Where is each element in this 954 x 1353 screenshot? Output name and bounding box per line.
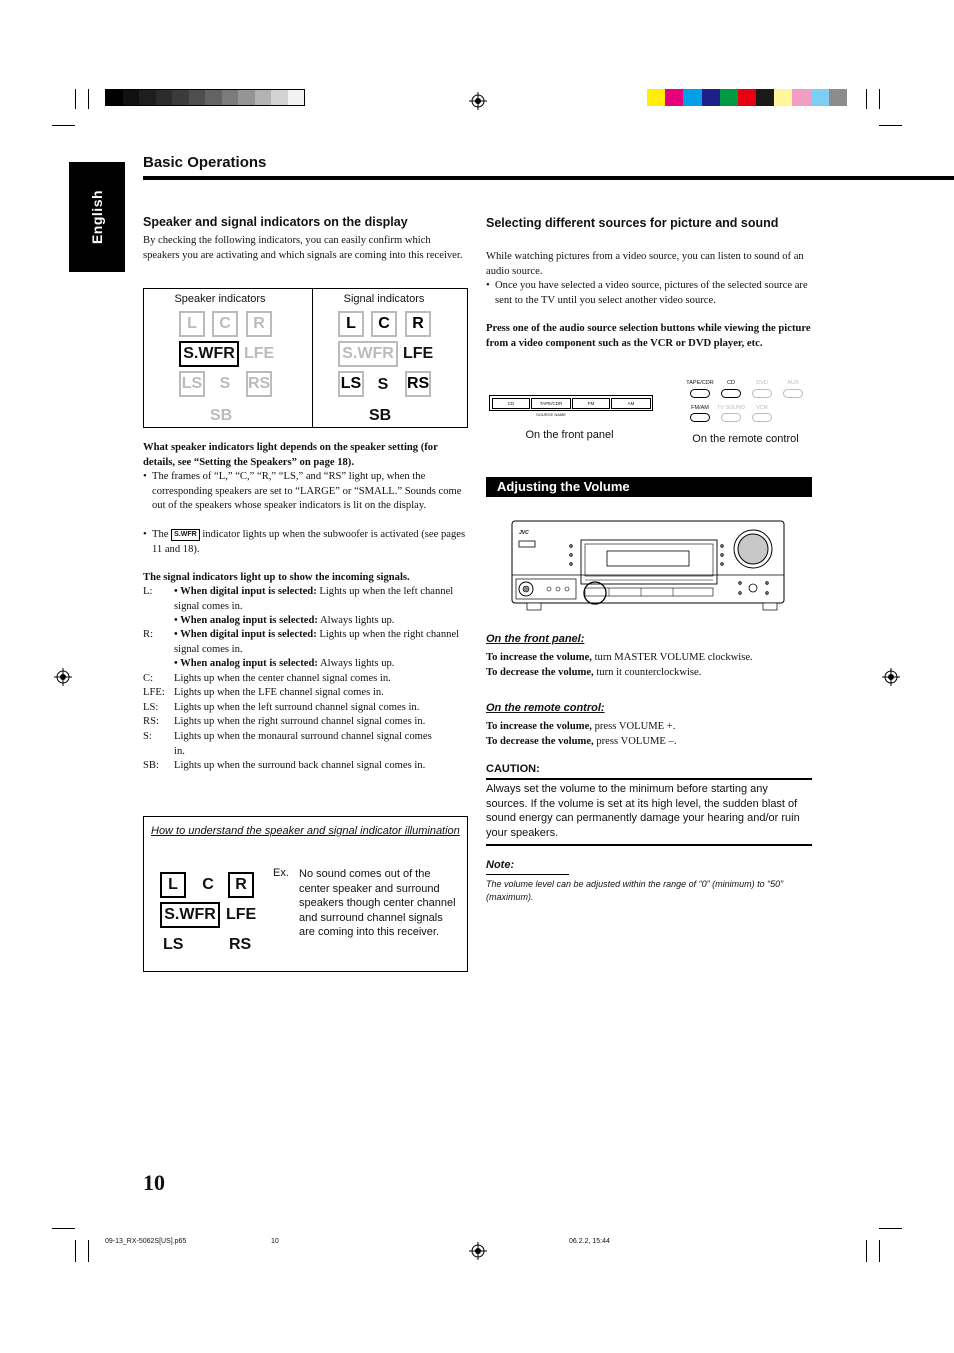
remote-fmam-label: FM/AM <box>691 405 709 411</box>
example-l-indicator: L <box>160 872 186 898</box>
speaker-r-indicator: R <box>246 311 272 337</box>
source-name-label: SOURCE NAME <box>536 412 566 417</box>
example-swfr-indicator: S.WFR <box>160 902 220 928</box>
speaker-setting-note <box>143 441 468 470</box>
remote-fmam-button[interactable] <box>690 413 710 422</box>
crop-mark <box>52 125 75 126</box>
signal-l-label: L <box>346 315 356 332</box>
registration-target-icon <box>469 1242 487 1260</box>
calibration-swatch <box>255 90 272 105</box>
calibration-swatch <box>829 89 847 106</box>
signal-rs-text: Lights up when the right surround channel signal comes in. <box>174 716 426 727</box>
signal-l-analog <box>174 614 468 629</box>
example-r-indicator: R <box>228 872 254 898</box>
calibration-swatch <box>139 90 156 105</box>
remote-decrease-instruction <box>486 735 811 750</box>
signal-swfr-indicator: S.WFR <box>338 341 398 367</box>
source-selection-heading: Selecting different sources for picture and sound <box>486 216 779 230</box>
remote-increase-text: press VOLUME +. <box>594 721 676 732</box>
signal-lfe-text: Lights up when the LFE channel signal comes in. <box>174 687 384 698</box>
bullet-frames-text: The frames of “L,” “C,” “R,” “LS,” and “RS” light up, when the corresponding speakers are set to “LARGE” or “SMALL.” Sounds come out of the speakers whose speaker indicators is lit on the display. <box>152 471 462 512</box>
bullet-mark: • <box>486 280 490 291</box>
signal-l-digital-label: • When digital input is selected: <box>174 586 317 597</box>
signal-key-rs: RS: <box>143 716 159 727</box>
signal-r-indicator <box>405 311 431 337</box>
signal-list <box>143 585 468 775</box>
caution-title: CAUTION: <box>486 763 540 775</box>
signal-r-analog-label: • When analog input is selected: <box>174 658 318 669</box>
bullet-swfr-body <box>152 528 468 557</box>
example-rs-indicator: RS <box>229 936 252 953</box>
speaker-c-indicator: C <box>212 311 238 337</box>
caution-text: Always set the volume to the minimum before starting any sources. If the volume is set at its high level, the sudden blast of sound energy can permanently damage your hearing and/or ruin your speakers. <box>486 783 800 839</box>
remote-increase-instruction <box>486 720 811 735</box>
calibration-swatch <box>205 90 222 105</box>
remote-increase-label: To increase the volume, <box>486 721 592 732</box>
front-cd-button[interactable]: CD <box>492 398 530 409</box>
signal-c-label: C <box>378 315 390 332</box>
crop-mark <box>75 1240 76 1262</box>
speaker-s-indicator: S <box>219 375 231 392</box>
page-title: Basic Operations <box>143 154 267 171</box>
bullet-frames <box>143 470 468 514</box>
calibration-swatch <box>774 89 792 106</box>
speaker-sb-indicator: SB <box>210 407 233 424</box>
volume-section-header <box>486 477 812 497</box>
front-tapecdr-button[interactable]: TAPE/CDR <box>531 398 571 409</box>
signal-key-c: C: <box>143 673 154 684</box>
remote-dvd-button[interactable] <box>752 389 772 398</box>
bullet-swfr-post: indicator lights up when the subwoofer is activated (see pages 11 and 18). <box>152 529 466 555</box>
signal-sb-indicator: SB <box>369 407 392 424</box>
crop-mark <box>75 89 76 109</box>
crop-mark <box>879 1240 880 1262</box>
front-am-button[interactable]: AM <box>611 398 651 409</box>
swfr-badge: S.WFR <box>171 529 200 541</box>
calibration-swatch <box>738 89 756 106</box>
signal-s-indicator: S <box>377 376 389 393</box>
note-text: The volume level can be adjusted within the range of “0” (minimum) to “50” (maximum). <box>486 879 784 902</box>
remote-aux-label: AUX <box>787 380 799 386</box>
remote-vcr-label: VCR <box>756 405 768 411</box>
front-decrease-instruction <box>486 666 811 681</box>
remote-decrease-label: To decrease the volume, <box>486 736 594 747</box>
remote-vcr-button[interactable] <box>752 413 772 422</box>
registration-target-icon <box>54 668 72 686</box>
crop-mark <box>879 89 880 109</box>
signal-ls-text: Lights up when the left surround channel signal comes in. <box>174 702 420 713</box>
remote-subheading: On the remote control: <box>486 702 605 714</box>
signal-c-text: Lights up when the center channel signal comes in. <box>174 673 391 684</box>
calibration-swatch <box>665 89 683 106</box>
remote-tvsound-label: TV SOUND <box>716 405 746 411</box>
registration-target-icon <box>882 668 900 686</box>
bullet-swfr <box>143 528 468 557</box>
signal-r-analog <box>174 657 468 672</box>
signal-ls-indicator <box>338 371 364 397</box>
signal-c-indicator <box>371 311 397 337</box>
speaker-l-indicator: L <box>179 311 205 337</box>
crop-mark <box>88 1240 89 1262</box>
calibration-swatch <box>222 90 239 105</box>
source-selection-instruction: Press one of the audio source selection buttons while viewing the picture from a video component such as the VCR or DVD player, etc. <box>486 323 811 349</box>
signal-key-l: L: <box>143 586 153 597</box>
signal-ls-label: LS <box>340 375 362 392</box>
signal-r-digital-text: Lights up when the right channel signal comes in. <box>174 629 460 655</box>
signal-r-analog-text: Always lights up. <box>319 658 395 669</box>
remote-tvsound-button[interactable] <box>721 413 741 422</box>
speaker-ls-indicator: LS <box>179 371 205 397</box>
indicator-table <box>143 288 468 428</box>
speaker-swfr-indicator: S.WFR <box>179 341 239 367</box>
signal-key-s: S: <box>143 731 152 742</box>
remote-control-caption: On the remote control <box>692 433 799 445</box>
signal-key-r: R: <box>143 629 154 640</box>
bullet-mark: • <box>143 529 147 540</box>
front-panel-caption: On the front panel <box>525 429 614 441</box>
header-rule <box>143 176 954 180</box>
remote-tapecdr-label: TAPE/CDR <box>686 380 714 386</box>
front-increase-label: To increase the volume, <box>486 652 592 663</box>
signal-l-analog-label: • When analog input is selected: <box>174 615 318 626</box>
speaker-rs-indicator: RS <box>246 371 272 397</box>
example-ls-indicator: LS <box>163 936 184 953</box>
caution-rule-bottom <box>486 844 812 846</box>
signal-indicators-header: Signal indicators <box>343 293 425 305</box>
source-selection-bullet <box>486 279 811 308</box>
signal-heading: The signal indicators light up to show the incoming signals. <box>143 572 410 583</box>
remote-dvd-label: DVD <box>756 380 768 386</box>
crop-mark <box>879 125 902 126</box>
signal-r-digital-label: • When digital input is selected: <box>174 629 317 640</box>
signal-l-digital-text: Lights up when the left channel signal comes in. <box>174 586 454 612</box>
registration-target-icon <box>469 92 487 110</box>
signal-rs-indicator <box>405 371 431 397</box>
front-increase-text: turn MASTER VOLUME clockwise. <box>594 652 753 663</box>
footer-filename: 09-13_RX-5062S[US].p65 <box>105 1238 187 1245</box>
remote-decrease-text: press VOLUME –. <box>596 736 677 747</box>
footer-date: 06.2.2, 15:44 <box>569 1238 610 1245</box>
crop-mark <box>866 89 867 109</box>
signal-s-text: Lights up when the monaural surround channel signal comes in. <box>174 731 432 757</box>
caution-rule-top <box>486 778 812 780</box>
bullet-swfr-pre: The <box>152 529 169 540</box>
remote-cd-button[interactable] <box>721 389 741 398</box>
gray-calibration-bar <box>105 89 305 106</box>
example-text: No sound comes out of the center speaker and surround speakers though center channel and surround channel signals are coming into this receiver. <box>299 868 456 938</box>
source-selection-bullet-text: Once you have selected a video source, pictures of the selected source are sent to the TV until you select another video source. <box>495 280 808 306</box>
speaker-lfe-indicator: LFE <box>244 345 275 362</box>
signal-l-digital <box>174 585 468 614</box>
calibration-swatch <box>702 89 720 106</box>
speaker-indicators-heading: Speaker and signal indicators on the display <box>143 215 408 229</box>
crop-mark <box>866 1240 867 1262</box>
receiver-front-panel-icon <box>511 520 785 614</box>
crop-mark <box>88 89 89 109</box>
calibration-swatch <box>756 89 774 106</box>
calibration-swatch <box>156 90 173 105</box>
calibration-swatch <box>288 90 305 105</box>
calibration-swatch <box>720 89 738 106</box>
front-fm-button[interactable]: FM <box>572 398 610 409</box>
color-calibration-bar <box>647 89 847 106</box>
front-decrease-label: To decrease the volume, <box>486 667 594 678</box>
calibration-swatch <box>811 89 829 106</box>
crop-mark <box>52 1228 75 1229</box>
signal-key-ls: LS: <box>143 702 159 713</box>
front-panel-subheading: On the front panel: <box>486 633 585 645</box>
example-lfe-indicator: LFE <box>226 906 257 923</box>
speaker-indicators-header: Speaker indicators <box>174 293 266 305</box>
howto-box <box>143 816 468 972</box>
remote-aux-button[interactable] <box>783 389 803 398</box>
note-title: Note: <box>486 859 515 871</box>
receiver-illustration <box>511 520 785 614</box>
calibration-swatch <box>189 90 206 105</box>
signal-rs-label: RS <box>407 375 430 392</box>
language-tab <box>69 162 125 272</box>
remote-tapecdr-button[interactable] <box>690 389 710 398</box>
table-divider <box>312 289 313 427</box>
source-selection-intro: While watching pictures from a video source, you can listen to sound of an audio source. <box>486 251 804 277</box>
signal-r-digital <box>174 628 468 657</box>
receiver-brand-logo: JVC <box>519 530 529 536</box>
note-rule <box>486 874 569 875</box>
calibration-swatch <box>123 90 140 105</box>
calibration-swatch <box>647 89 665 106</box>
page-number: 10 <box>143 1170 165 1195</box>
calibration-swatch <box>172 90 189 105</box>
bullet-mark: • <box>143 471 147 482</box>
signal-l-analog-text: Always lights up. <box>319 615 395 626</box>
howto-title: How to understand the speaker and signal indicator illumination <box>151 825 460 837</box>
signal-l-indicator <box>338 311 364 337</box>
footer-page: 10 <box>271 1238 279 1245</box>
remote-cd-label: CD <box>727 380 735 386</box>
calibration-swatch <box>792 89 810 106</box>
speaker-indicators-intro: By checking the following indicators, you can easily confirm which speakers you are activating and which signals are coming into this receiver. <box>143 235 463 261</box>
calibration-swatch <box>106 90 123 105</box>
example-c-indicator: C <box>202 876 214 893</box>
signal-key-sb: SB: <box>143 760 159 771</box>
signal-lfe-indicator: LFE <box>403 345 434 362</box>
signal-key-lfe: LFE: <box>143 687 165 698</box>
front-panel-source-buttons <box>489 395 653 411</box>
crop-mark <box>879 1228 902 1229</box>
calibration-swatch <box>683 89 701 106</box>
calibration-swatch <box>271 90 288 105</box>
front-decrease-text: turn it counterclockwise. <box>596 667 702 678</box>
calibration-swatch <box>238 90 255 105</box>
signal-sb-text: Lights up when the surround back channel signal comes in. <box>174 760 426 771</box>
language-label: English <box>89 189 105 245</box>
volume-section-title: Adjusting the Volume <box>497 479 630 494</box>
signal-r-label: R <box>412 315 424 332</box>
front-increase-instruction <box>486 651 811 666</box>
speaker-setting-note-text: What speaker indicators light depends on the speaker setting (for details, see “Setting the Speakers” on page 18). <box>143 442 438 468</box>
example-label: Ex. <box>273 867 289 879</box>
